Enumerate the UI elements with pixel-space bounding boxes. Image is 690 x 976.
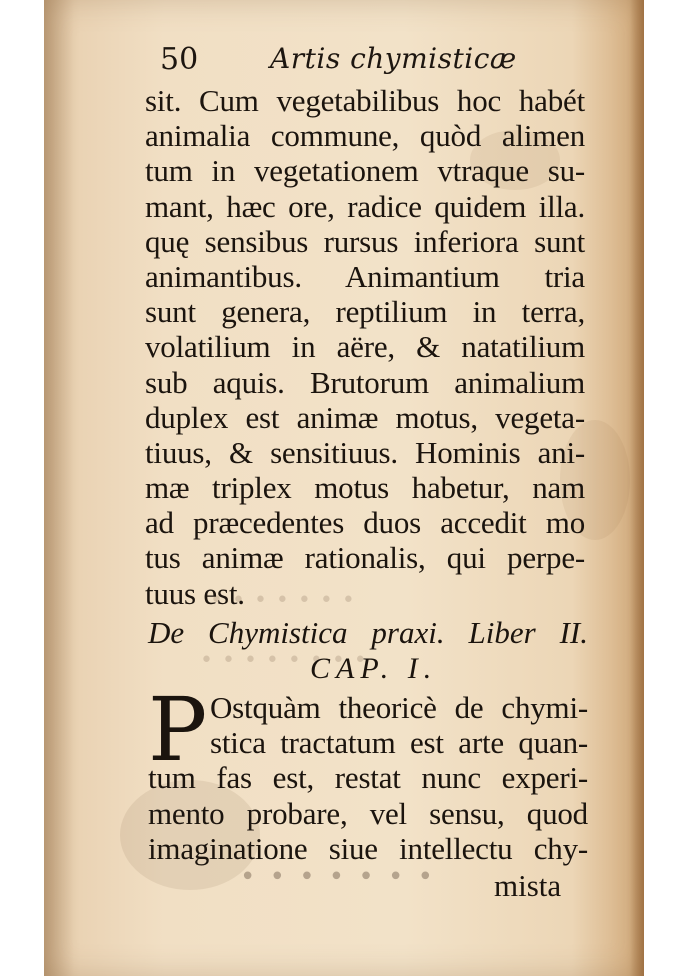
- body-text: [145, 83, 585, 611]
- text-line: imaginatione siue intellectu chy-: [148, 830, 588, 866]
- text-line: ad præcedentes duos accedit mo: [145, 505, 585, 541]
- text-line: tum fas est, restat nunc experi-: [148, 760, 588, 796]
- text-line: animantibus. Animantium tria: [145, 258, 585, 294]
- text-line: tuus est.: [145, 575, 245, 611]
- text-line: volatilium in aëre, & natatilium: [145, 329, 585, 365]
- text-line: sub aquis. Brutorum animalium: [145, 364, 585, 400]
- text-line: mæ triplex motus habetur, nam: [145, 470, 585, 506]
- page-number: 50: [160, 42, 199, 77]
- book-title: De Chymistica praxi. Liber II.: [148, 615, 588, 650]
- catchword: mista: [494, 868, 562, 903]
- text-line: tus animæ rationalis, qui perpe-: [145, 540, 585, 576]
- running-title: Artis chymisticæ: [270, 42, 517, 75]
- drop-capital: P: [148, 678, 208, 781]
- text-line: sunt genera, reptilium in terra,: [145, 294, 585, 330]
- text-line: sit. Cum vegetabilibus hoc habét: [145, 83, 585, 118]
- text-line: mento probare, vel sensu, quod: [148, 795, 588, 831]
- text-line: duplex est animæ motus, vegeta-: [145, 399, 585, 435]
- chapter-text: [148, 690, 588, 866]
- text-line: Ostquàm theoricè de chymi-: [210, 690, 588, 725]
- show-through-text: • • • • • • • •: [200, 648, 368, 673]
- text-line: quę sensibus rursus inferiora sunt: [145, 223, 585, 259]
- show-through-text: • • • • • • •: [210, 588, 356, 613]
- gutter-shadow: [44, 0, 74, 976]
- page-edge-shadow: [630, 0, 644, 976]
- text-line: animalia commune, quòd alimen: [145, 118, 585, 154]
- text-line: stica tractatum est arte quan-: [210, 725, 588, 761]
- chapter-heading: CAP. I.: [310, 652, 438, 685]
- text-line: tiuus, & sensitiuus. Hominis ani-: [145, 434, 585, 470]
- text-line: tum in vegetationem vtraque su-: [145, 153, 585, 189]
- text-line: mant, hæc ore, radice quidem illa.: [145, 188, 585, 224]
- show-through-text: • • • • • • •: [240, 862, 436, 892]
